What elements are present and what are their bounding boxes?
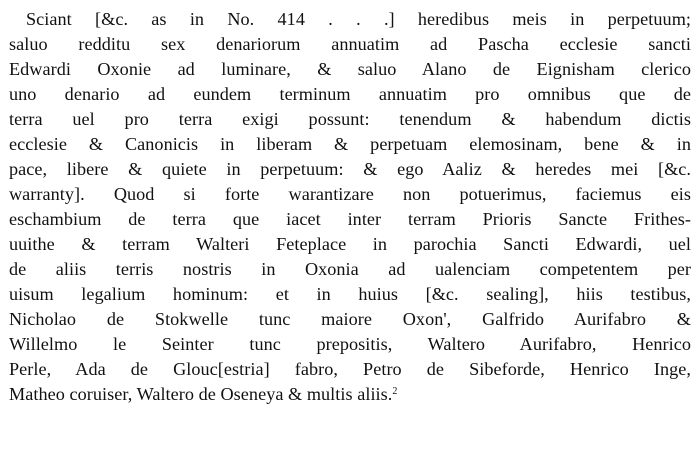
text-line-last [9,383,691,405]
text-line: Edwardi Oxonie ad luminare, & saluo Alano de Eignisham clerico [9,59,691,79]
text-line: uno denario ad eundem terminum annuatim pro omnibus que de [9,84,691,104]
text-line: Sciant [&c. as in No. 414 . . .] heredibus meis in perpetuum; [26,9,691,29]
text-line: Willelmo le Seinter tunc prepositis, Waltero Aurifabro, Henrico [9,334,691,354]
text-line: de aliis terris nostris in Oxonia ad ualenciam competentem per [9,259,691,279]
text-line-content: Matheo coruiser, Waltero de Oseneya & multis aliis. [9,384,393,404]
text-line: Nicholao de Stokwelle tunc maiore Oxon', Galfrido Aurifabro & [9,309,691,329]
text-line: Perle, Ada de Glouc[estria] fabro, Petro de Sibeforde, Henrico Inge, [9,359,691,379]
text-line: saluo redditu sex denariorum annuatim ad Pascha ecclesie sancti [9,34,691,54]
footnote-marker[interactable]: 2 [392,386,398,397]
text-line: terra uel pro terra exigi possunt: tenendum & habendum dictis [9,109,691,129]
text-line: eschambium de terra que iacet inter terram Prioris Sancte Frithes- [9,209,691,229]
text-line: uuithe & terram Walteri Feteplace in parochia Sancti Edwardi, uel [9,234,691,254]
text-line: warranty]. Quod si forte warantizare non potuerimus, faciemus eis [9,184,691,204]
text-line: uisum legalium hominum: et in huius [&c. sealing], hiis testibus, [9,284,691,304]
text-line: pace, libere & quiete in perpetuum: & ego Aaliz & heredes mei [&c. [9,159,691,179]
text-line: ecclesie & Canonicis in liberam & perpetuam elemosinam, bene & in [9,134,691,154]
document-page [9,8,695,462]
